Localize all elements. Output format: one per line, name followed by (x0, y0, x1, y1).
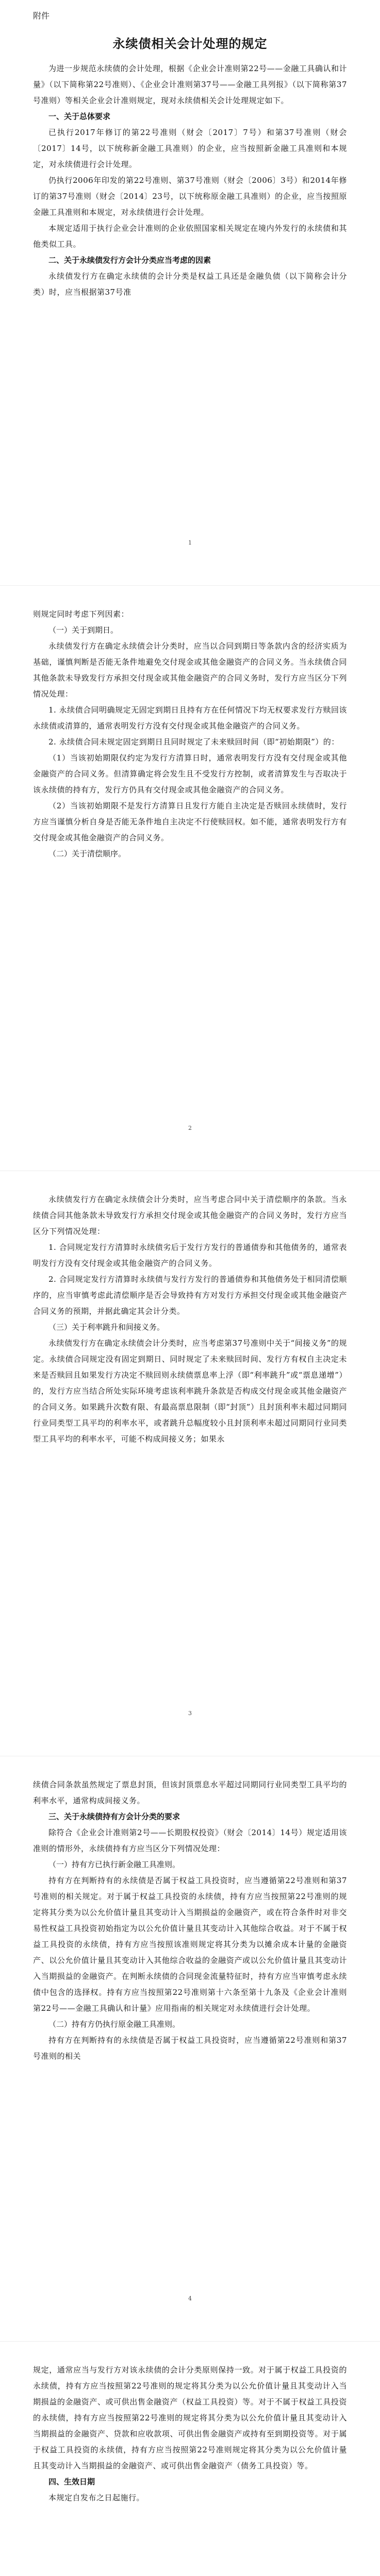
subsection-heading: （三）关于利率跳升和间接义务。 (48, 1323, 165, 1332)
document-title: 永续债相关会计处理的规定 (112, 37, 268, 51)
subsection-heading: （二）关于清偿顺序。 (48, 849, 126, 858)
paragraph: 为进一步规范永续债的会计处理，根据《企业会计准则第22号——金融工具确认和计量》（以下简称第22号准则）、《企业会计准则第37号——金融工具列报》（以下简称第37号准则）等相关企业会计准则规定，现对永续债相关会计处理规定如下。 (33, 64, 347, 105)
section-heading: 三、关于永续债持有方会计分类的要求 (48, 1812, 180, 1821)
paragraph: 持有方在判断持有的永续债是否属于权益工具投资时，应当遵循第22号准则和第37号准则的相关规定。对于属于权益工具投资的永续债，持有方应当按照第22号准则的规定将其分类为以公允价值计量且其变动计入当期损益的金融资产，或在符合条件时对非交易性权益工具投资初始指定为以公允价值计量且其变动计入其他综合收益。对于不属于权益工具投资的永续债，持有方应当按照该准则规定将其分类为以摊余成本计量的金融资产、以公允价值计量且其变动计入其他综合收益的金融资产或以公允价值计量且其变动计入当期损益的金融资产。在判断永续债的合同现金流量特征时，持有方应当审慎考虑永续债中包含的选择权。持有方应当按照第22号准则第十六条至第十九条及《企业会计准则第22号——金融工具确认和计量》应用指南的相关规定对永续债进行会计处理。 (33, 1876, 347, 2013)
page-number: 4 (188, 2295, 192, 2302)
document-page (0, 1756, 380, 2333)
paragraph: 2. 永续债合同未规定固定到期日且同时规定了未来赎回时间（即“初始期限”）的： (48, 737, 339, 747)
paragraph: 2. 合同规定发行方清算时永续债与发行方发行的普通债券和其他债务处于相同清偿顺序的，应当审慎考虑此清偿顺序是否会导致持有方对发行方承担交付现金或其他金融资产合同义务的预期，并据此确定其会计分类。 (33, 1275, 347, 1316)
document-page (0, 585, 380, 1162)
subsection-heading: （一）持有方已执行新金融工具准则。 (48, 1860, 180, 1869)
paragraph-continuation: 续债合同条款虽然规定了票息封顶，但该封顶票息水平超过同期同行业同类型工具平均的利率水平，通常构成间接义务。 (33, 1780, 347, 1805)
paragraph: 永续债发行方在确定永续债的会计分类是权益工具还是金融负债（以下简称会计分类）时，应当根据第37号准 (33, 272, 347, 297)
paragraph: 永续债发行方在确定永续债会计分类时，应当考虑第37号准则中关于“间接义务”的规定。永续债合同规定没有固定到期日、同时规定了未来赎回时间、发行方有权自主决定未来是否赎回且如果发行方决定不赎回则永续债票息率上浮（即“利率跳升”或“票息递增”）的，发行方应当结合所处实际环境考虑该利率跳升条款是否构成交付现金或其他金融资产的合同义务。如果跳升次数有限、有最高票息限制（即“封顶”）且封顶利率未超过同期同行业同类型工具平均的利率水平，或者跳升总幅度较小且封顶利率未超过同期同行业同类型工具平均的利率水平，可能不构成间接义务；如果永 (33, 1338, 347, 1444)
page-number: 3 (188, 1710, 192, 1717)
paragraph: 本规定适用于执行企业会计准则的企业依照国家相关规定在境内外发行的永续债和其他类似工具。 (33, 224, 347, 249)
paragraph: 永续债发行方在确定永续债会计分类时，应当考虑合同中关于清偿顺序的条款。当永续债合同其他条款未导致发行方承担交付现金或其他金融资产的合同义务时，发行方应当区分下列情况处理： (33, 1195, 347, 1236)
paragraph: 仍执行2006年印发的第22号准则、第37号准则（财会〔2006〕3号）和2014年修订的第37号准则（财会〔2014〕23号，以下统称原金融工具准则）的企业，应当按照原金融工具准则和本规定，对永续债进行会计处理。 (33, 176, 347, 217)
paragraph: （1）当该初始期限仅约定为发行方清算日时，通常表明发行方没有交付现金或其他金融资产的合同义务。但清算确定将会发生且不受发行方控制，或者清算发生与否取决于该永续债的持有方，发行方仍具有交付现金或其他金融资产的合同义务。 (33, 753, 347, 794)
paragraph: 1. 合同规定发行方清算时永续债劣后于发行方发行的普通债券和其他债务的，通常表明发行方没有交付现金或其他金融资产的合同义务。 (33, 1243, 347, 1268)
paragraph: 1. 永续债合同明确规定无固定到期日且持有方在任何情况下均无权要求发行方赎回该永续债或清算的，通常表明发行方没有交付现金或其他金融资产的合同义务。 (33, 705, 347, 731)
subsection-heading: （二）持有方仍执行原金融工具准则。 (48, 2020, 180, 2029)
section-heading: 二、关于永续债发行方会计分类应当考虑的因素 (48, 256, 211, 265)
document-page (0, 2341, 380, 2576)
document-page (0, 0, 380, 577)
paragraph: 除符合《企业会计准则第2号——长期股权投资》（财会〔2014〕14号）规定适用该准则的情形外，永续债持有方应当区分下列情况处理： (33, 1828, 347, 1853)
paragraph-continuation: 则规定同时考虑下列因素： (33, 609, 129, 619)
page-number: 2 (188, 1125, 192, 1131)
paragraph: 永续债发行方在确定永续债会计分类时，应当以合同到期日等条款内含的经济实质为基础，谨慎判断是否能无条件地避免交付现金或其他金融资产的合同义务。当永续债合同其他条款未导致发行方承担交付现金或其他金融资产的合同义务时，发行方应当区分下列情况处理： (33, 641, 347, 699)
page-number: 1 (188, 539, 192, 546)
paragraph-continuation: 规定，通常应当与发行方对该永续债的会计分类原则保持一致。对于属于权益工具投资的永续债，持有方应当按照第22号准则的规定将其分类为以公允价值计量且其变动计入当期损益的金融资产、或可供出售金融资产（权益工具投资）等。对于不属于权益工具投资的永续债，持有方应当按照第22号准则的规定将其分类为以公允价值计量且其变动计入当期损益的金融资产、贷款和应收款项、可供出售金融资产或持有至到期投资等。对于属于权益工具投资的永续债，持有方应当按照第22号准则规定将其分类为以公允价值计量且其变动计入当期损益的金融资产、或可供出售金融资产（债务工具投资）等。 (33, 2365, 347, 2470)
paragraph: 持有方在判断持有的永续债是否属于权益工具投资时，应当遵循第22号准则和第37号准则的相关 (33, 2036, 347, 2061)
paragraph: 已执行2017年修订的第22号准则（财会〔2017〕7号）和第37号准则（财会〔2017〕14号，以下统称新金融工具准则）的企业，应当按照新金融工具准则和本规定，对永续债进行会计处理。 (33, 128, 347, 169)
paragraph: （2）当该初始期限不是发行方清算日且发行方能自主决定是否赎回永续债时，发行方应当谨慎分析自身是否能无条件地自主决定不行使赎回权。如不能，通常表明发行方有交付现金或其他金融资产的合同义务。 (33, 801, 347, 842)
paragraph: 本规定自发布之日起施行。 (48, 2493, 145, 2502)
section-heading: 四、生效日期 (48, 2477, 95, 2486)
attachment-label: 附件 (33, 11, 50, 21)
section-heading: 一、关于总体要求 (48, 112, 111, 121)
document-page (0, 1171, 380, 1748)
subsection-heading: （一）关于到期日。 (48, 625, 119, 635)
